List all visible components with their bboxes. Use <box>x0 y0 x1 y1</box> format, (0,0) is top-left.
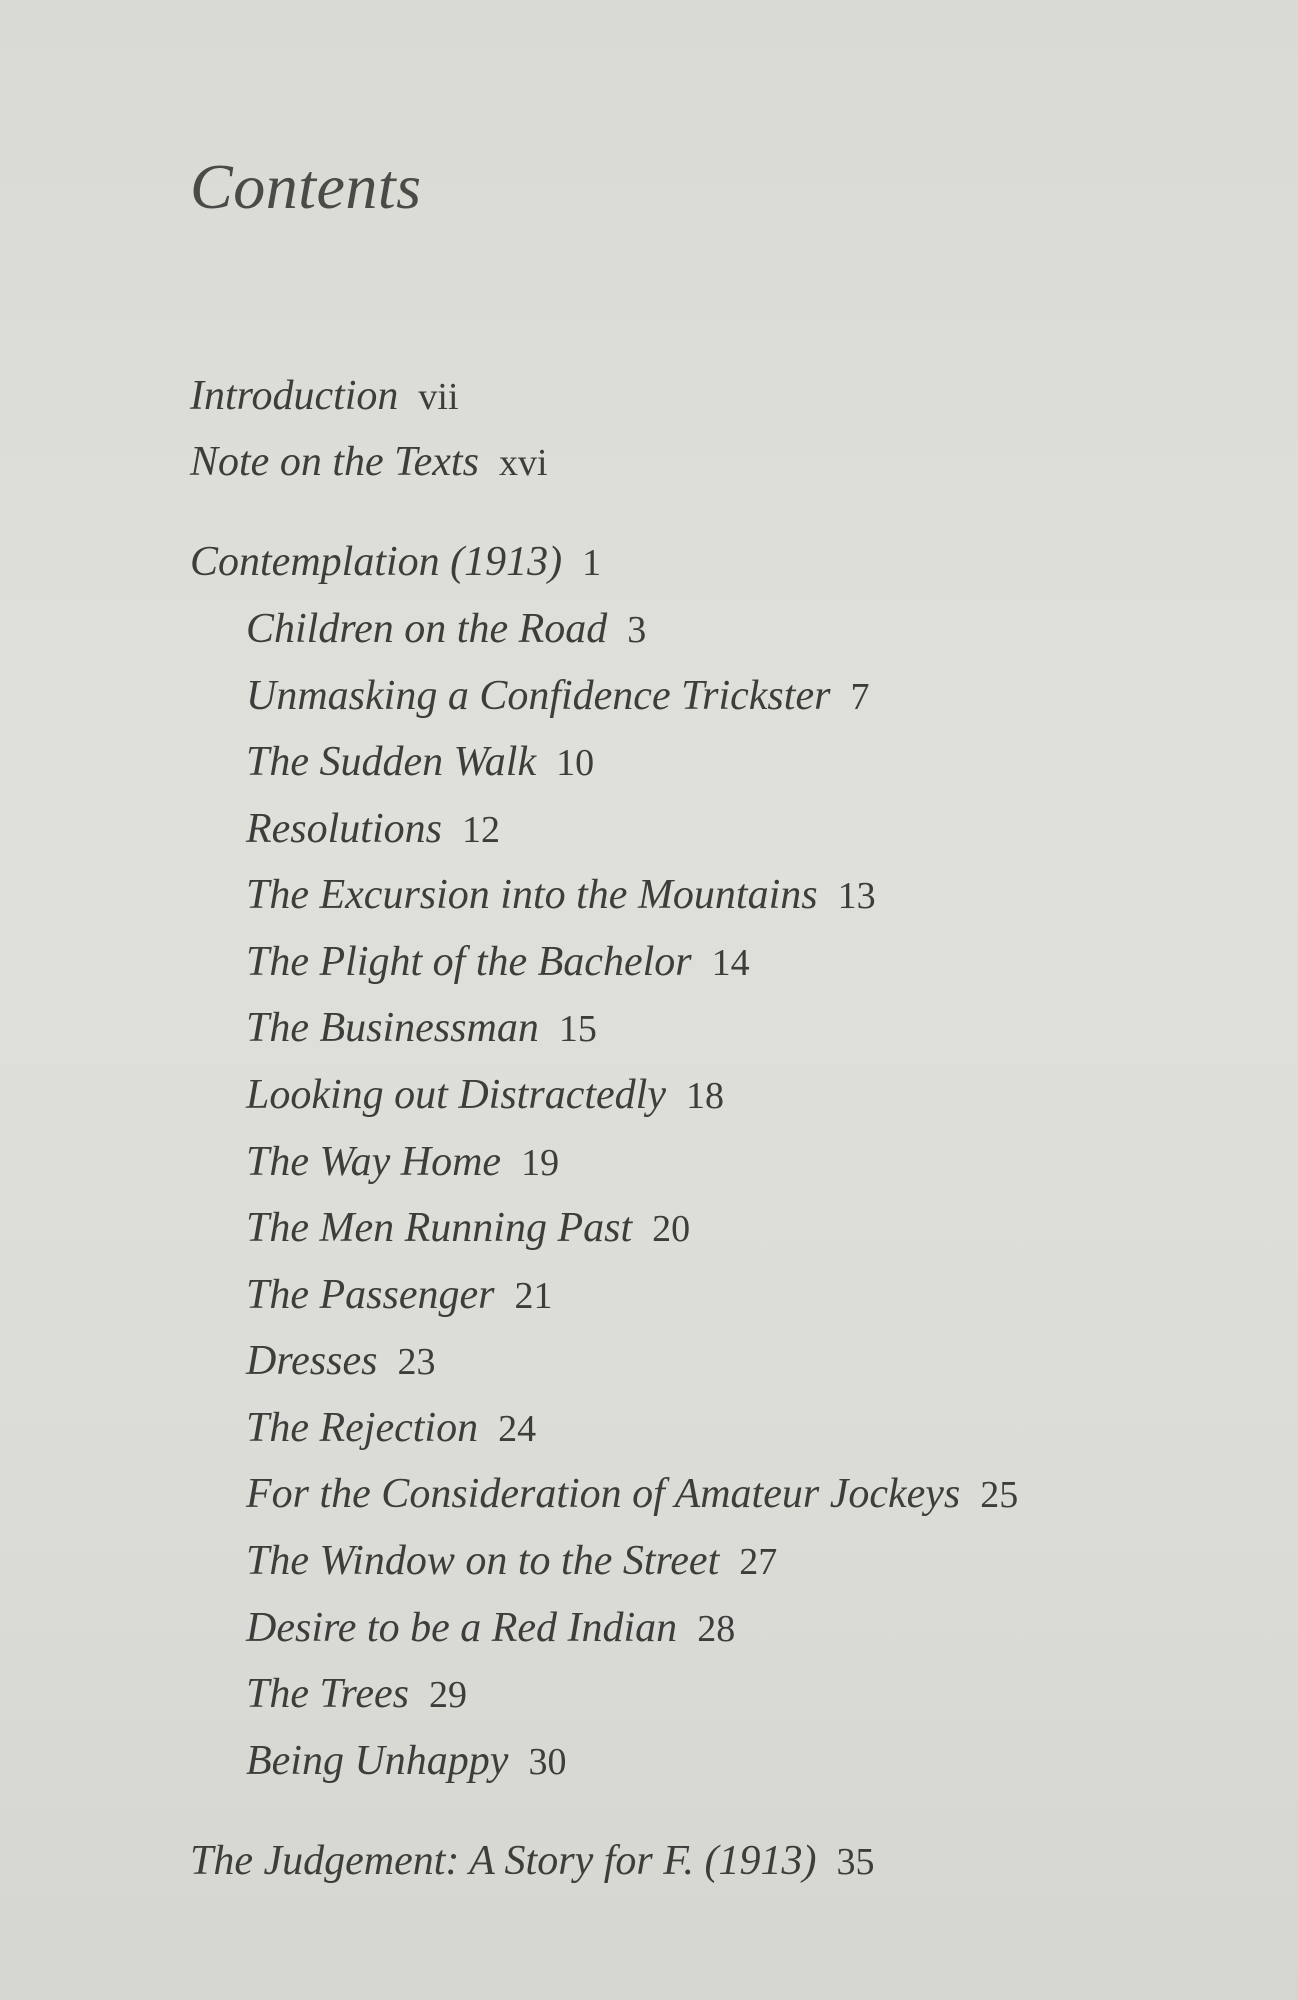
toc-entry-page-number: vii <box>418 376 459 418</box>
toc-entry <box>246 1468 1018 1521</box>
toc-entry-title: The Rejection <box>246 1405 479 1451</box>
toc-entry-page-number: 23 <box>397 1341 436 1383</box>
toc-entry-title: The Way Home <box>246 1139 502 1185</box>
toc-entry-page-number: 21 <box>514 1275 553 1317</box>
toc-entry-title: Contemplation (1913) <box>190 539 563 585</box>
toc-entry <box>246 1069 724 1122</box>
toc-entry-title: Unmasking a Confidence Trickster <box>246 673 831 719</box>
toc-entry <box>246 1136 559 1189</box>
toc-entry <box>246 736 594 789</box>
toc-entry-title: The Businessman <box>246 1005 539 1051</box>
toc-entry <box>246 1602 735 1655</box>
toc-entry-title: Note on the Texts <box>190 439 479 485</box>
toc-entry-title: Children on the Road <box>246 606 608 652</box>
toc-entry-title: Looking out Distractedly <box>246 1072 666 1118</box>
toc-entry-page-number: 3 <box>627 609 647 651</box>
toc-entry-page-number: 18 <box>685 1075 724 1117</box>
toc-entry-title: The Sudden Walk <box>246 739 537 785</box>
toc-entry-title: Introduction <box>190 373 399 419</box>
toc-entry-title: Dresses <box>246 1338 378 1384</box>
toc-entry-page-number: 15 <box>558 1008 597 1050</box>
toc-entry <box>246 1002 597 1055</box>
toc-entry-page-number: 19 <box>521 1142 560 1184</box>
toc-entry-page-number: 24 <box>498 1408 537 1450</box>
toc-entry <box>246 603 646 656</box>
toc-entry <box>246 803 500 856</box>
toc-entry-title: The Judgement: A Story for F. (1913) <box>190 1838 817 1884</box>
toc-entry-title: The Trees <box>246 1671 409 1717</box>
toc-entry <box>190 536 601 589</box>
toc-entry-page-number: 13 <box>837 875 876 917</box>
toc-entry <box>246 1335 435 1388</box>
toc-entry-page-number: 28 <box>697 1608 736 1650</box>
toc-entry <box>190 370 459 423</box>
toc-entry-page-number: 29 <box>428 1674 467 1716</box>
toc-entry-page-number: xvi <box>498 442 548 484</box>
toc-entry-title: The Plight of the Bachelor <box>246 939 692 985</box>
toc-entry <box>190 1835 874 1888</box>
toc-entry-page-number: 10 <box>556 742 595 784</box>
toc-entry-title: Being Unhappy <box>246 1738 509 1784</box>
toc-entry-title: The Passenger <box>246 1272 495 1318</box>
toc-entry-title: Desire to be a Red Indian <box>246 1605 678 1651</box>
toc-entry-page-number: 7 <box>850 676 870 718</box>
toc-entry-title: The Men Running Past <box>246 1205 633 1251</box>
toc-entry-page-number: 35 <box>836 1841 875 1883</box>
toc-entry-title: The Window on to the Street <box>246 1538 720 1584</box>
toc-entry-page-number: 25 <box>980 1474 1019 1516</box>
toc-entry-title: For the Consideration of Amateur Jockeys <box>246 1471 961 1517</box>
toc-entry <box>246 1202 690 1255</box>
toc-entry-page-number: 1 <box>582 542 602 584</box>
toc-entry <box>246 1668 467 1721</box>
toc-entry-title: The Excursion into the Mountains <box>246 872 818 918</box>
toc-entry <box>246 936 750 989</box>
toc-entry <box>246 1269 552 1322</box>
toc-entry <box>246 1735 566 1788</box>
toc-entry-page-number: 30 <box>528 1741 567 1783</box>
toc-entry-page-number: 27 <box>739 1541 778 1583</box>
toc-entry <box>246 1535 777 1588</box>
toc-entry <box>246 1402 536 1455</box>
toc-entry-page-number: 14 <box>711 942 750 984</box>
toc-entry <box>190 436 548 489</box>
toc-entry <box>246 869 876 922</box>
toc-entry-page-number: 12 <box>462 809 500 851</box>
toc-entry <box>246 670 869 723</box>
toc-entry-page-number: 20 <box>652 1208 691 1250</box>
toc-entry-title: Resolutions <box>246 806 442 852</box>
page-title: Contents <box>190 151 422 222</box>
